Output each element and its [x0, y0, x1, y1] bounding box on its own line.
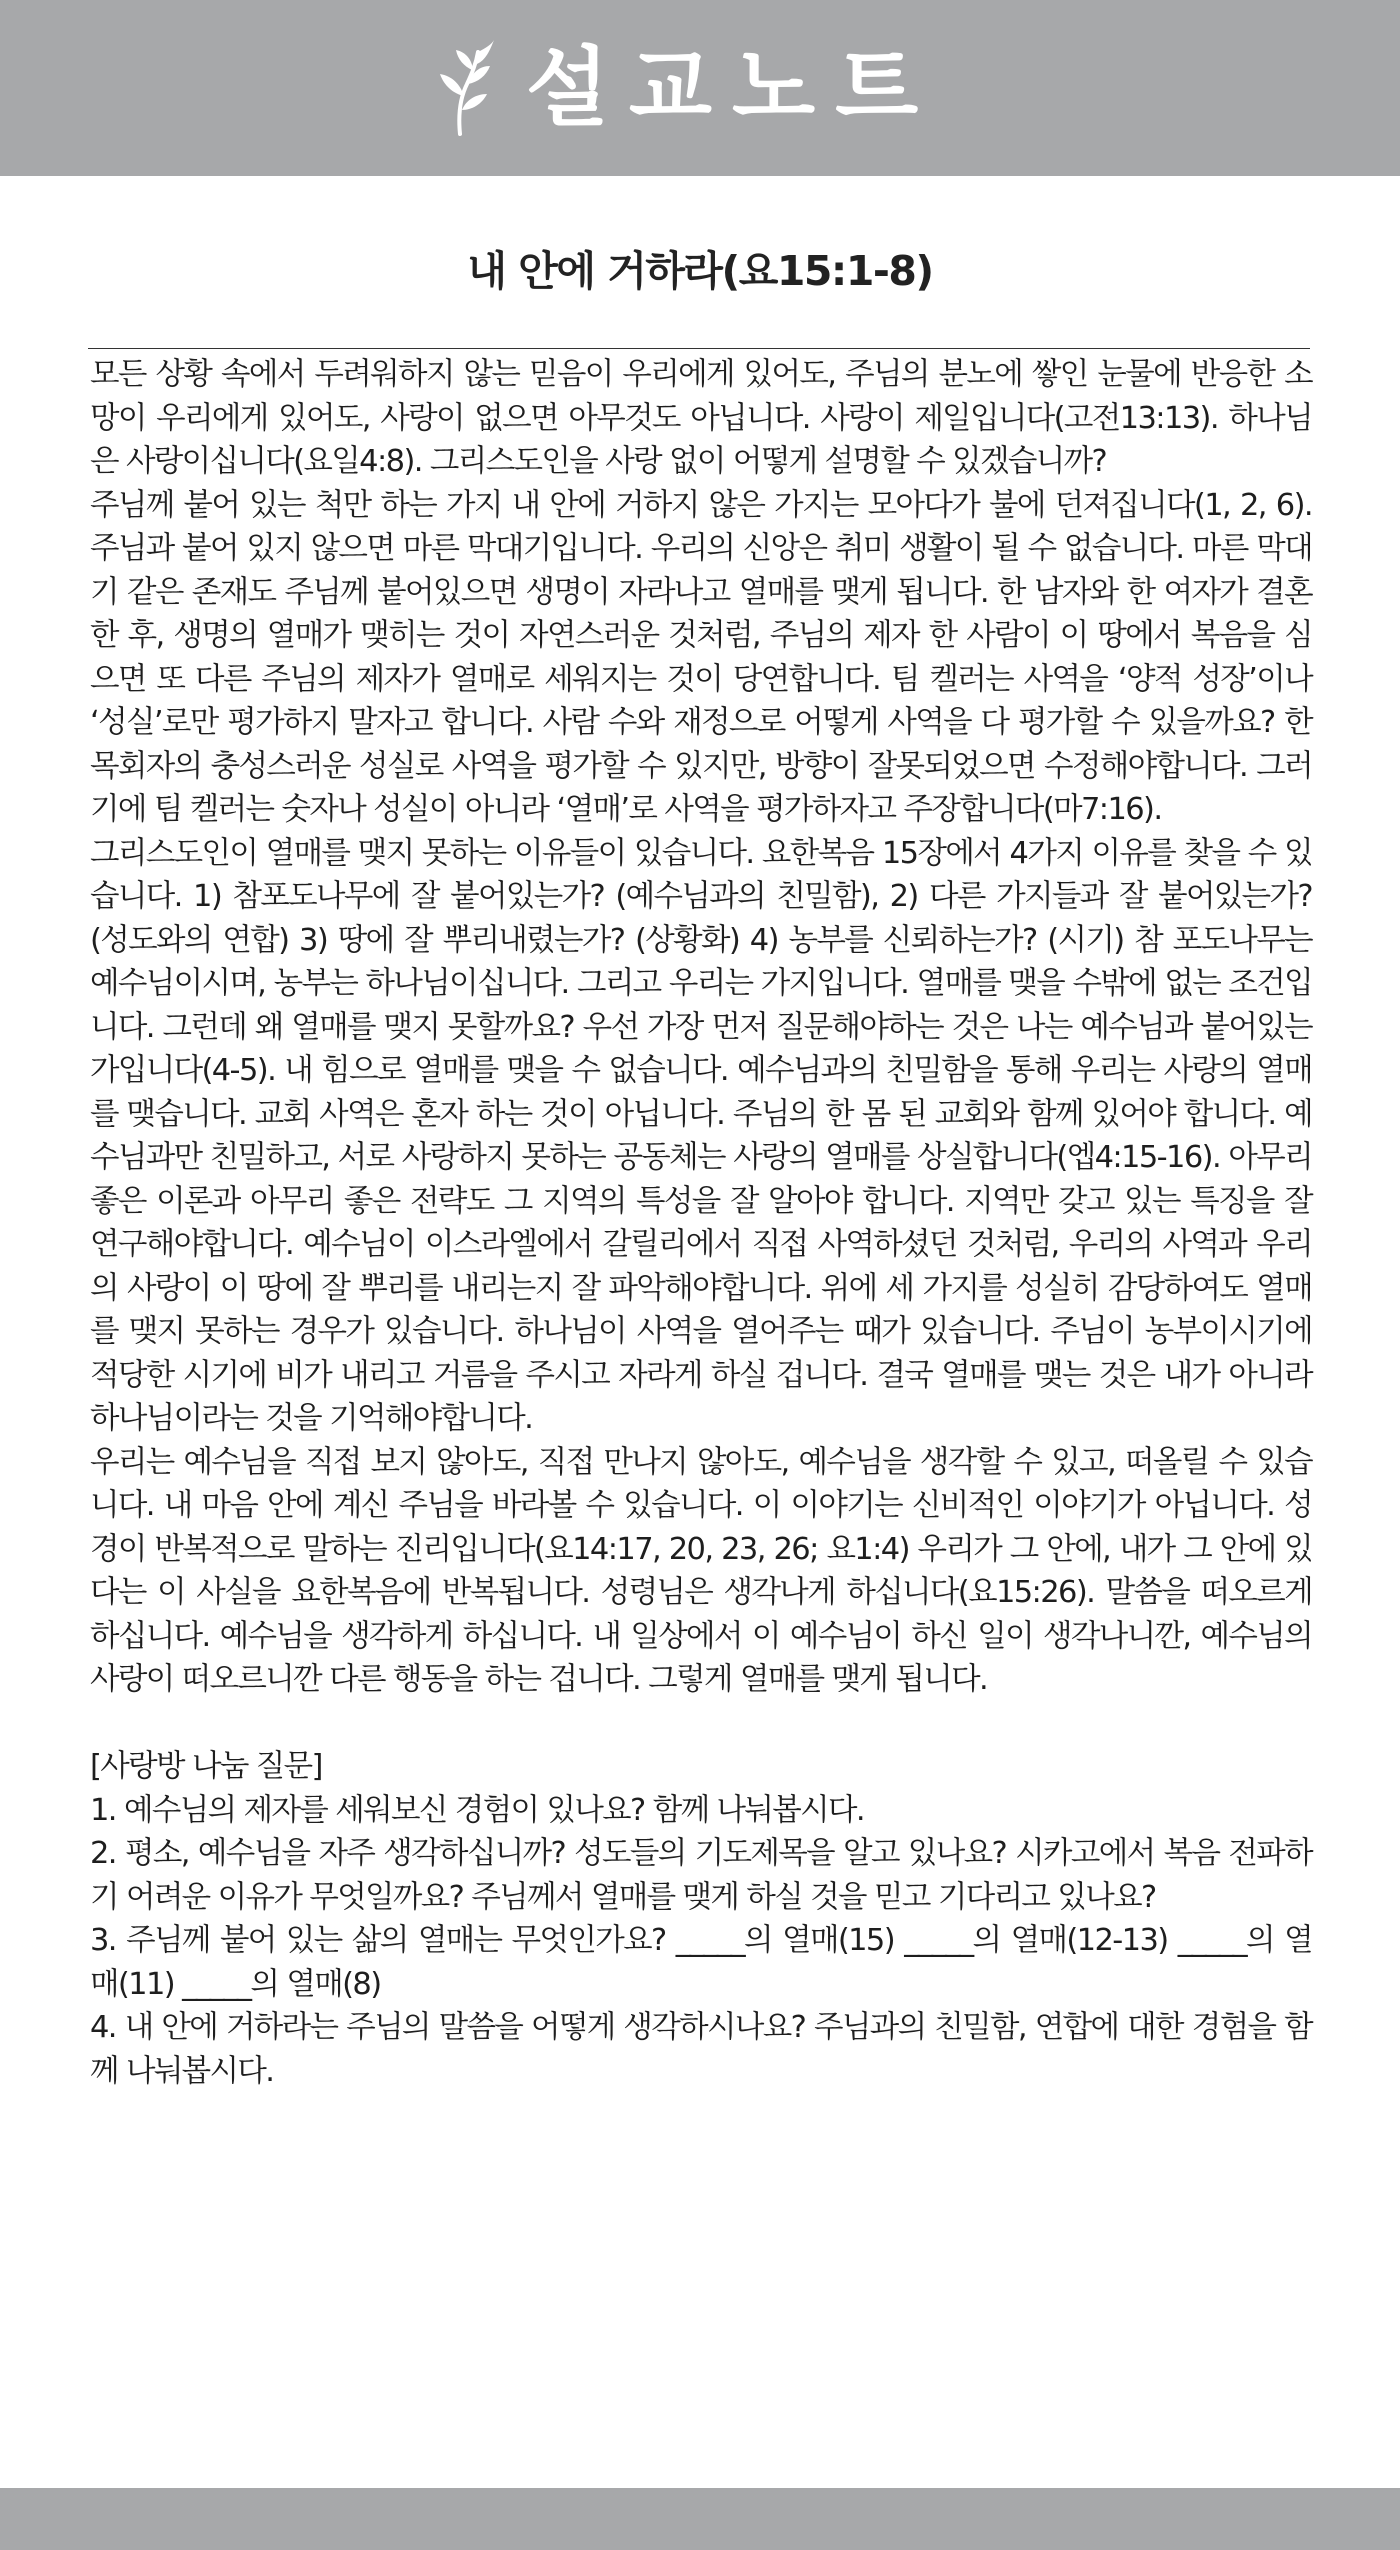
- question-item: 2. 평소, 예수님을 자주 생각하십니까? 성도들의 기도제목을 알고 있나요? 시카고에서 복음 전파하기 어려운 이유가 무엇일까요? 주님께서 열매를 맺게 하실 것을 믿고 기다리고 있나요?: [90, 1836, 1312, 1915]
- body-paragraph: 우리는 예수님을 직접 보지 않아도, 직접 만나지 않아도, 예수님을 생각할 수 있고, 떠올릴 수 있습니다. 내 마음 안에 계신 주님을 바라볼 수 있습니다. 이 이야기는 신비적인 이야기가 아닙니다. 성경이 반복적으로 말하는 진리입니다(요14:17, 20, 23, 26; 요1:4) 우리가 그 안에, 내가 그 안에 있다는 이 사실을 요한복음에 반복됩니다. 성령님은 생각나게 하십니다(요15:26). 말씀을 떠오르게 하십니다. 예수님을 생각하게 하십니다. 내 일상에서 이 예수님이 하신 일이 생각나니깐, 예수님의 사랑이 떠오르니깐 다른 행동을 하는 겁니다. 그렇게 열매를 맺게 됩니다.: [90, 1444, 1312, 1697]
- section-spacer: [90, 1702, 1312, 1746]
- leaf-branch-icon: [434, 40, 496, 136]
- footer-bar: [0, 2488, 1400, 2550]
- header-title: 설교노트: [525, 38, 939, 138]
- question-item: 3. 주님께 붙어 있는 삶의 열매는 무엇인가요? _____의 열매(15) _____의 열매(12-13) _____의 열매(11) _____의 열매(8): [90, 1923, 1312, 2002]
- body-paragraph: 모든 상황 속에서 두려워하지 않는 믿음이 우리에게 있어도, 주님의 분노에 쌓인 눈물에 반응한 소망이 우리에게 있어도, 사랑이 없으면 아무것도 아닙니다. 사랑이 제일입니다(고전13:13). 하나님은 사랑이십니다(요일4:8). 그리스도인을 사랑 없이 어떻게 설명할 수 있겠습니까?: [90, 357, 1312, 479]
- header-brand: [434, 40, 938, 136]
- body-paragraph: 그리스도인이 열매를 맺지 못하는 이유들이 있습니다. 요한복음 15장에서 4가지 이유를 찾을 수 있습니다. 1) 참포도나무에 잘 붙어있는가? (예수님과의 친밀함), 2) 다른 가지들과 잘 붙어있는가? (성도와의 연합) 3) 땅에 잘 뿌리내렸는가? (상황화) 4) 농부를 신뢰하는가? (시기) 참 포도나무는 예수님이시며, 농부는 하나님이십니다. 그리고 우리는 가지입니다. 열매를 맺을 수밖에 없는 조건입니다. 그런데 왜 열매를 맺지 못할까요? 우선 가장 먼저 질문해야하는 것은 나는 예수님과 붙어있는가입니다(4-5). 내 힘으로 열매를 맺을 수 없습니다. 예수님과의 친밀함을 통해 우리는 사랑의 열매를 맺습니다. 교회 사역은 혼자 하는 것이 아닙니다. 주님의 한 몸 된 교회와 함께 있어야 합니다. 예수님과만 친밀하고, 서로 사랑하지 못하는 공동체는 사랑의 열매를 상실합니다(엡4:15-16). 아무리 좋은 이론과 아무리 좋은 전략도 그 지역의 특성을 잘 알아야 합니다. 지역만 갖고 있는 특징을 잘 연구해야합니다. 예수님이 이스라엘에서 갈릴리에서 직접 사역하셨던 것처럼, 우리의 사역과 우리의 사랑이 이 땅에 잘 뿌리를 내리는지 잘 파악해야합니다. 위에 세 가지를 성실히 감당하여도 열매를 맺지 못하는 경우가 있습니다. 하나님이 사역을 열어주는 때가 있습니다. 주님이 농부이시기에 적당한 시기에 비가 내리고 거름을 주시고 자라게 하실 겁니다. 결국 열매를 맺는 것은 내가 아니라 하나님이라는 것을 기억해야합니다.: [90, 835, 1312, 1436]
- header-bar: [0, 0, 1400, 176]
- body-paragraph: 주님께 붙어 있는 척만 하는 가지 내 안에 거하지 않은 가지는 모아다가 불에 던져집니다(1, 2, 6). 주님과 붙어 있지 않으면 마른 막대기입니다. 우리의 신앙은 취미 생활이 될 수 없습니다. 마른 막대기 같은 존재도 주님께 붙어있으면 생명이 자라나고 열매를 맺게 됩니다. 한 남자와 한 여자가 결혼한 후, 생명의 열매가 맺히는 것이 자연스러운 것처럼, 주님의 제자 한 사람이 이 땅에서 복음을 심으면 또 다른 주님의 제자가 열매로 세워지는 것이 당연합니다. 팀 켈러는 사역을 ‘양적 성장’이나 ‘성실’로만 평가하지 말자고 합니다. 사람 수와 재정으로 어떻게 사역을 다 평가할 수 있을까요? 한 목회자의 충성스러운 성실로 사역을 평가할 수 있지만, 방향이 잘못되었으면 수정해야합니다. 그러기에 팀 켈러는 숫자나 성실이 아니라 ‘열매’로 사역을 평가하자고 주장합니다(마7:16).: [90, 487, 1312, 827]
- sermon-body: [90, 353, 1312, 2093]
- question-item: 1. 예수님의 제자를 세워보신 경험이 있나요? 함께 나눠봅시다.: [90, 1792, 864, 1828]
- questions-heading: [사랑방 나눔 질문]: [90, 1749, 322, 1784]
- title-divider: [88, 348, 1310, 349]
- question-item: 4. 내 안에 거하라는 주님의 말씀을 어떻게 생각하시나요? 주님과의 친밀함, 연합에 대한 경험을 함께 나눠봅시다.: [90, 2010, 1312, 2089]
- sermon-title: 내 안에 거하라(요15:1-8): [467, 247, 933, 295]
